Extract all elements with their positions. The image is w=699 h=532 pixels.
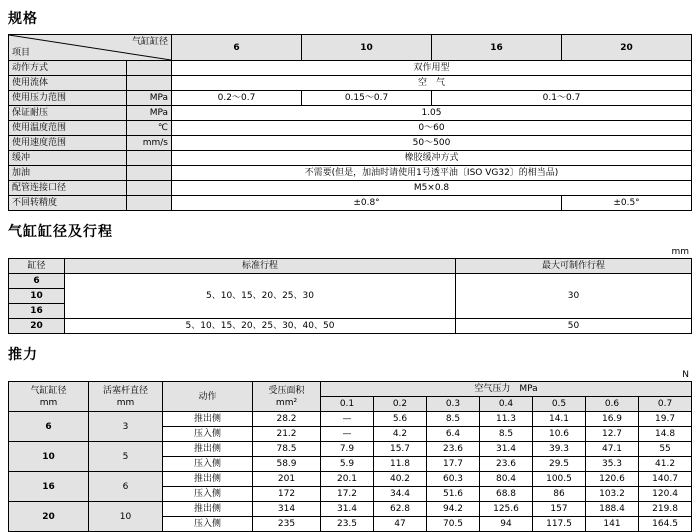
table-row [9, 502, 692, 517]
thrust-header-area [253, 382, 321, 412]
spec-value-2-0: 0.2～0.7 [172, 91, 302, 106]
bore-value-16: 16 [9, 304, 65, 319]
thrust-action-4: 推出侧 [163, 472, 253, 487]
thrust-header-area-unit: mm² [275, 397, 298, 408]
thrust-value-0-2: 8.5 [427, 412, 480, 427]
spec-value-0: 双作用型 [172, 61, 692, 76]
bore-standard-stroke-1: 5、10、15、20、25、30 [65, 274, 456, 319]
spec-value-2-1: 0.15～0.7 [302, 91, 432, 106]
thrust-value-3-6: 41.2 [639, 457, 692, 472]
table-row [9, 151, 692, 166]
table-row [9, 136, 692, 151]
thrust-header-bore-label: 气缸缸径 [30, 385, 67, 396]
thrust-value-3-3: 23.6 [480, 457, 533, 472]
bore-header-max: 最大可制作行程 [456, 259, 692, 274]
bore-stroke-table [8, 258, 692, 334]
thrust-value-3-2: 17.7 [427, 457, 480, 472]
thrust-value-1-2: 6.4 [427, 427, 480, 442]
spec-unit-6 [127, 151, 172, 166]
thrust-action-5: 压入侧 [163, 487, 253, 502]
thrust-value-7-2: 70.5 [427, 517, 480, 532]
thrust-value-5-2: 51.6 [427, 487, 480, 502]
table-row [9, 319, 692, 334]
thrust-action-3: 压入侧 [163, 457, 253, 472]
thrust-value-7-5: 141 [586, 517, 639, 532]
thrust-pressure-0.1: 0.1 [321, 397, 374, 412]
spec-value-9-0: ±0.8° [172, 196, 562, 211]
spec-bore-16: 16 [432, 35, 562, 61]
spec-value-4: 0～60 [172, 121, 692, 136]
table-row [9, 274, 692, 289]
thrust-value-7-6: 164.5 [639, 517, 692, 532]
spec-item-0: 动作方式 [9, 61, 127, 76]
table-row-header [9, 259, 692, 274]
bore-max-stroke-1: 30 [456, 274, 692, 319]
thrust-value-4-1: 40.2 [374, 472, 427, 487]
spec-bore-10: 10 [302, 35, 432, 61]
spec-unit-0 [127, 61, 172, 76]
thrust-value-4-0: 20.1 [321, 472, 374, 487]
table-row [9, 442, 692, 457]
spec-item-8: 配管连接口径 [9, 181, 127, 196]
thrust-value-7-1: 47 [374, 517, 427, 532]
table-row [9, 196, 692, 211]
spec-item-5: 使用速度范围 [9, 136, 127, 151]
thrust-header-bore-unit: mm [39, 397, 58, 408]
thrust-action-0: 推出侧 [163, 412, 253, 427]
thrust-value-4-6: 140.7 [639, 472, 692, 487]
thrust-area-6: 314 [253, 502, 321, 517]
spec-section-title: 规格 [8, 11, 38, 27]
thrust-value-6-3: 125.6 [480, 502, 533, 517]
thrust-value-5-4: 86 [533, 487, 586, 502]
thrust-value-1-3: 8.5 [480, 427, 533, 442]
thrust-action-1: 压入侧 [163, 427, 253, 442]
thrust-pressure-0.4: 0.4 [480, 397, 533, 412]
spec-unit-3: MPa [127, 106, 172, 121]
bore-max-stroke-2: 50 [456, 319, 692, 334]
thrust-value-2-5: 47.1 [586, 442, 639, 457]
thrust-action-2: 推出侧 [163, 442, 253, 457]
bore-value-10: 10 [9, 289, 65, 304]
thrust-section-title: 推力 [8, 347, 38, 363]
table-row [9, 61, 692, 76]
thrust-area-2: 78.5 [253, 442, 321, 457]
table-row [9, 412, 692, 427]
thrust-value-6-2: 94.2 [427, 502, 480, 517]
spec-value-1: 空 气 [172, 76, 692, 91]
thrust-value-5-6: 120.4 [639, 487, 692, 502]
spec-value-2-2: 0.1～0.7 [432, 91, 692, 106]
thrust-value-0-4: 14.1 [533, 412, 586, 427]
spec-value-9-1: ±0.5° [562, 196, 692, 211]
thrust-value-2-2: 23.6 [427, 442, 480, 457]
thrust-value-1-6: 14.8 [639, 427, 692, 442]
thrust-value-1-4: 10.6 [533, 427, 586, 442]
thrust-rod-6: 6 [89, 472, 163, 502]
thrust-area-0: 28.2 [253, 412, 321, 427]
spec-unit-2: MPa [127, 91, 172, 106]
thrust-value-4-2: 60.3 [427, 472, 480, 487]
table-row [9, 181, 692, 196]
thrust-rod-10: 10 [89, 502, 163, 532]
thrust-value-2-6: 55 [639, 442, 692, 457]
thrust-value-4-4: 100.5 [533, 472, 586, 487]
thrust-header-rod-label: 活塞杆直径 [102, 385, 148, 396]
thrust-pressure-0.2: 0.2 [374, 397, 427, 412]
thrust-bore-16: 16 [9, 472, 89, 502]
thrust-value-7-4: 117.5 [533, 517, 586, 532]
thrust-value-7-3: 94 [480, 517, 533, 532]
table-row [9, 472, 692, 487]
bore-section-title: 气缸缸径及行程 [8, 224, 113, 240]
thrust-value-3-4: 29.5 [533, 457, 586, 472]
thrust-action-7: 压入侧 [163, 517, 253, 532]
thrust-value-1-0: — [321, 427, 374, 442]
spec-bore-20: 20 [562, 35, 692, 61]
thrust-value-2-1: 15.7 [374, 442, 427, 457]
spec-item-7: 加油 [9, 166, 127, 181]
spec-corner-bore-label: 气缸缸径 [131, 37, 168, 47]
thrust-value-2-4: 39.3 [533, 442, 586, 457]
thrust-value-1-1: 4.2 [374, 427, 427, 442]
thrust-rod-3: 3 [89, 412, 163, 442]
table-row [9, 76, 692, 91]
thrust-pressure-0.7: 0.7 [639, 397, 692, 412]
spec-unit-5: mm/s [127, 136, 172, 151]
spec-corner-item-label: 项目 [12, 48, 31, 58]
thrust-pressure-0.6: 0.6 [586, 397, 639, 412]
thrust-area-7: 235 [253, 517, 321, 532]
spec-unit-4: ℃ [127, 121, 172, 136]
thrust-value-3-0: 5.9 [321, 457, 374, 472]
spec-value-8: M5×0.8 [172, 181, 692, 196]
spec-item-3: 保证耐压 [9, 106, 127, 121]
thrust-header-bore [9, 382, 89, 412]
thrust-area-1: 21.2 [253, 427, 321, 442]
thrust-rod-5: 5 [89, 442, 163, 472]
thrust-header-rod [89, 382, 163, 412]
spec-value-7: 不需要(但是，加油时请使用1号透平油〔ISO VG32〕的相当品) [172, 166, 692, 181]
thrust-value-3-1: 11.8 [374, 457, 427, 472]
spec-table [8, 34, 692, 211]
thrust-area-5: 172 [253, 487, 321, 502]
bore-value-20: 20 [9, 319, 65, 334]
spec-corner-cell [9, 35, 172, 61]
thrust-value-6-1: 62.8 [374, 502, 427, 517]
thrust-value-0-6: 19.7 [639, 412, 692, 427]
spec-bore-6: 6 [172, 35, 302, 61]
bore-header-bore: 缸径 [9, 259, 65, 274]
thrust-value-4-3: 80.4 [480, 472, 533, 487]
table-row [9, 121, 692, 136]
thrust-value-3-5: 35.3 [586, 457, 639, 472]
spec-unit-1 [127, 76, 172, 91]
table-row-header [9, 382, 692, 397]
bore-header-standard: 标准行程 [65, 259, 456, 274]
thrust-area-4: 201 [253, 472, 321, 487]
spec-unit-9 [127, 196, 172, 211]
bore-standard-stroke-2: 5、10、15、20、25、30、40、50 [65, 319, 456, 334]
table-row [9, 106, 692, 121]
thrust-unit-label: N [682, 370, 689, 380]
thrust-table [8, 381, 692, 532]
thrust-pressure-0.5: 0.5 [533, 397, 586, 412]
thrust-value-5-5: 103.2 [586, 487, 639, 502]
thrust-pressure-0.3: 0.3 [427, 397, 480, 412]
spec-unit-7 [127, 166, 172, 181]
spec-value-5: 50～500 [172, 136, 692, 151]
thrust-value-6-5: 188.4 [586, 502, 639, 517]
thrust-value-0-3: 11.3 [480, 412, 533, 427]
thrust-value-4-5: 120.6 [586, 472, 639, 487]
spec-item-1: 使用流体 [9, 76, 127, 91]
spec-item-9: 不回转精度 [9, 196, 127, 211]
table-row [9, 91, 692, 106]
thrust-value-6-0: 31.4 [321, 502, 374, 517]
thrust-action-6: 推出侧 [163, 502, 253, 517]
thrust-bore-6: 6 [9, 412, 89, 442]
bore-value-6: 6 [9, 274, 65, 289]
thrust-header-pressure-group: 空气压力 MPa [321, 382, 692, 397]
thrust-value-5-0: 17.2 [321, 487, 374, 502]
thrust-value-6-6: 219.8 [639, 502, 692, 517]
spec-item-4: 使用温度范围 [9, 121, 127, 136]
bore-unit-label: mm [671, 247, 689, 257]
thrust-value-5-3: 68.8 [480, 487, 533, 502]
spec-item-6: 缓冲 [9, 151, 127, 166]
thrust-header-rod-unit: mm [116, 397, 135, 408]
table-row [9, 166, 692, 181]
spec-value-3: 1.05 [172, 106, 692, 121]
thrust-header-area-label: 受压面积 [268, 385, 305, 396]
thrust-value-6-4: 157 [533, 502, 586, 517]
spec-item-2: 使用压力范围 [9, 91, 127, 106]
thrust-bore-10: 10 [9, 442, 89, 472]
thrust-header-action: 动作 [163, 382, 253, 412]
thrust-bore-20: 20 [9, 502, 89, 532]
spec-unit-8 [127, 181, 172, 196]
thrust-value-0-0: — [321, 412, 374, 427]
thrust-value-2-3: 31.4 [480, 442, 533, 457]
thrust-value-0-1: 5.6 [374, 412, 427, 427]
thrust-value-2-0: 7.9 [321, 442, 374, 457]
thrust-value-7-0: 23.5 [321, 517, 374, 532]
table-row-header [9, 35, 692, 61]
thrust-area-3: 58.9 [253, 457, 321, 472]
thrust-value-1-5: 12.7 [586, 427, 639, 442]
thrust-value-0-5: 16.9 [586, 412, 639, 427]
spec-value-6: 橡胶缓冲方式 [172, 151, 692, 166]
thrust-value-5-1: 34.4 [374, 487, 427, 502]
